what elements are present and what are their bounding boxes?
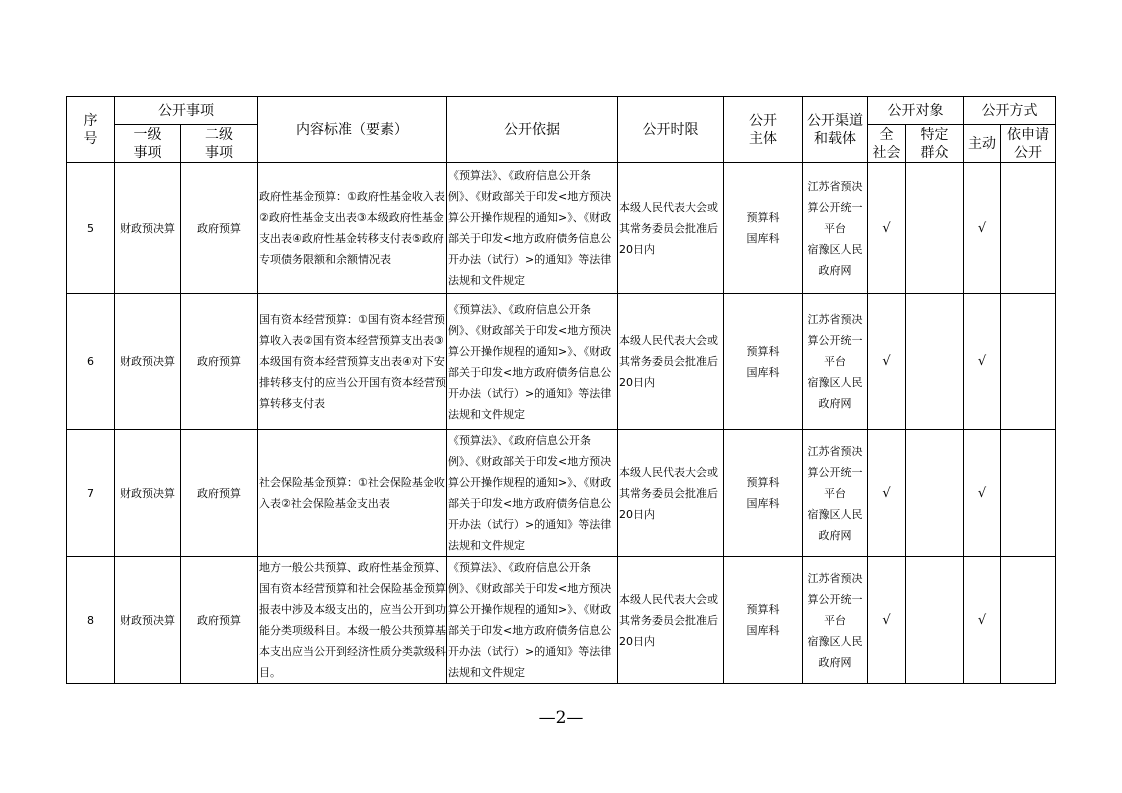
cell-method-request (1001, 557, 1056, 684)
header-matter: 公开事项 (115, 97, 258, 125)
header-level1: 一级 事项 (115, 125, 181, 163)
cell-time: 本级人民代表大会或其常务委员会批准后20日内 (618, 163, 724, 294)
check-mark: √ (868, 430, 906, 557)
cell-subject: 预算科 国库科 (724, 557, 803, 684)
cell-level2: 政府预算 (181, 557, 258, 684)
check-mark: √ (964, 163, 1001, 294)
disclosure-table (66, 96, 1056, 684)
cell-channel: 江苏省预决 算公开统一 平台 宿豫区人民 政府网 (803, 557, 868, 684)
table-row (67, 163, 1056, 294)
cell-content: 地方一般公共预算、政府性基金预算、国有资本经营预算和社会保险基金预算报表中涉及本级支出的，应当公开到功能分类项级科目。本级一般公共预算基本支出应当公开到经济性质分类款级科目。 (258, 557, 447, 684)
header-target-special: 特定 群众 (906, 125, 964, 163)
cell-method-request (1001, 163, 1056, 294)
cell-subject: 预算科 国库科 (724, 430, 803, 557)
header-basis: 公开依据 (447, 97, 618, 163)
cell-channel: 江苏省预决 算公开统一 平台 宿豫区人民 政府网 (803, 430, 868, 557)
header-target: 公开对象 (868, 97, 964, 125)
header-target-all: 全 社会 (868, 125, 906, 163)
table-row (67, 430, 1056, 557)
header-time: 公开时限 (618, 97, 724, 163)
cell-target-special (906, 557, 964, 684)
cell-level2: 政府预算 (181, 163, 258, 294)
cell-subject: 预算科 国库科 (724, 294, 803, 430)
table-row (67, 294, 1056, 430)
cell-content: 国有资本经营预算：①国有资本经营预算收入表②国有资本经营预算支出表③本级国有资本经营预算支出表④对下安排转移支付的应当公开国有资本经营预算转移支付表 (258, 294, 447, 430)
cell-time: 本级人民代表大会或其常务委员会批准后20日内 (618, 430, 724, 557)
cell-seq: 7 (67, 430, 115, 557)
check-mark: √ (868, 163, 906, 294)
cell-seq: 8 (67, 557, 115, 684)
cell-content: 政府性基金预算：①政府性基金收入表②政府性基金支出表③本级政府性基金支出表④政府性基金转移支付表⑤政府专项债务限额和余额情况表 (258, 163, 447, 294)
cell-channel: 江苏省预决 算公开统一 平台 宿豫区人民 政府网 (803, 163, 868, 294)
cell-level2: 政府预算 (181, 294, 258, 430)
header-method-active: 主动 (964, 125, 1001, 163)
header-seq: 序 号 (67, 97, 115, 163)
check-mark: √ (964, 294, 1001, 430)
header-method-request: 依申请 公开 (1001, 125, 1056, 163)
table-row (67, 557, 1056, 684)
cell-level2: 政府预算 (181, 430, 258, 557)
cell-channel: 江苏省预决 算公开统一 平台 宿豫区人民 政府网 (803, 294, 868, 430)
cell-level1: 财政预决算 (115, 557, 181, 684)
cell-basis: 《预算法》、《政府信息公开条例》、《财政部关于印发<地方预决算公开操作规程的通知>》、《财政部关于印发<地方政府债务信息公开办法（试行）>的通知》等法律法规和文件规定 (447, 430, 618, 557)
page-number: —2— (538, 708, 584, 728)
check-mark: √ (868, 294, 906, 430)
header-channel: 公开渠道 和载体 (803, 97, 868, 163)
cell-basis: 《预算法》、《政府信息公开条例》、《财政部关于印发<地方预决算公开操作规程的通知>》、《财政部关于印发<地方政府债务信息公开办法（试行）>的通知》等法律法规和文件规定 (447, 294, 618, 430)
header-level2: 二级 事项 (181, 125, 258, 163)
cell-seq: 6 (67, 294, 115, 430)
cell-content: 社会保险基金预算：①社会保险基金收入表②社会保险基金支出表 (258, 430, 447, 557)
cell-subject: 预算科 国库科 (724, 163, 803, 294)
cell-target-special (906, 430, 964, 557)
check-mark: √ (868, 557, 906, 684)
cell-time: 本级人民代表大会或其常务委员会批准后20日内 (618, 294, 724, 430)
header-method: 公开方式 (964, 97, 1056, 125)
cell-target-special (906, 163, 964, 294)
cell-time: 本级人民代表大会或其常务委员会批准后20日内 (618, 557, 724, 684)
cell-level1: 财政预决算 (115, 294, 181, 430)
cell-level1: 财政预决算 (115, 430, 181, 557)
cell-level1: 财政预决算 (115, 163, 181, 294)
cell-seq: 5 (67, 163, 115, 294)
header-content: 内容标准（要素） (258, 97, 447, 163)
header-subject: 公开 主体 (724, 97, 803, 163)
cell-basis: 《预算法》、《政府信息公开条例》、《财政部关于印发<地方预决算公开操作规程的通知>》、《财政部关于印发<地方政府债务信息公开办法（试行）>的通知》等法律法规和文件规定 (447, 163, 618, 294)
cell-method-request (1001, 294, 1056, 430)
check-mark: √ (964, 430, 1001, 557)
cell-target-special (906, 294, 964, 430)
cell-method-request (1001, 430, 1056, 557)
cell-basis: 《预算法》、《政府信息公开条例》、《财政部关于印发<地方预决算公开操作规程的通知>》、《财政部关于印发<地方政府债务信息公开办法（试行）>的通知》等法律法规和文件规定 (447, 557, 618, 684)
check-mark: √ (964, 557, 1001, 684)
